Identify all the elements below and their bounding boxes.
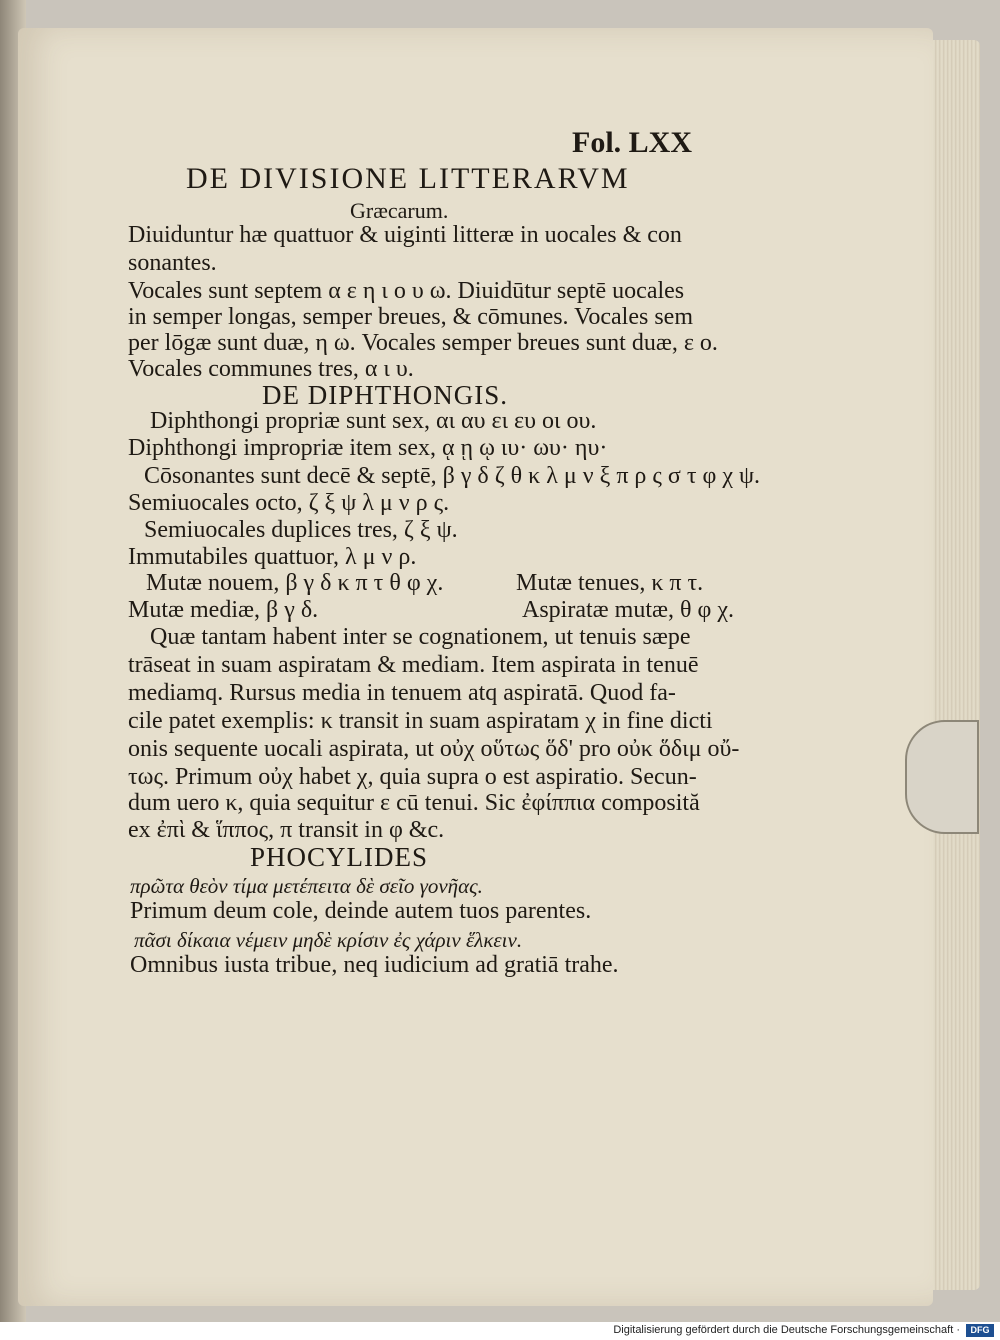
- page-title: DE DIVISIONE LITTERARVM: [186, 162, 630, 195]
- mutae-right-line: Aspiratæ mutæ, θ φ χ.: [522, 597, 735, 623]
- folio-number: Fol. LXX: [572, 126, 692, 159]
- text-line: Diphthongi impropriæ item sex, ᾳ ῃ ῳ ιυ· ωυ· ηυ·: [128, 435, 608, 461]
- mutae-left-line: Mutæ mediæ, β γ δ.: [128, 597, 319, 623]
- page-subtitle: Græcarum.: [350, 198, 449, 223]
- greek-verse: πᾶσι δίκαια νέμειν μηδὲ κρίσιν ἐς χάριν ἕλκειν.: [134, 928, 523, 952]
- text-line: Quæ tantam habent inter se cognationem, ut tenuis sæpe: [150, 624, 691, 650]
- text-line: mediamq. Rursus media in tenuem atq aspiratā. Quod fa-: [128, 680, 676, 706]
- mutae-left-line: Mutæ nouem, β γ δ κ π τ θ φ χ.: [146, 570, 444, 596]
- greek-verse: πρῶτα θεὸν τίμα μετέπειτα δὲ σεῖο γονῆας.: [130, 874, 483, 898]
- text-line: in semper longas, semper breues, & cōmunes. Vocales sem: [128, 304, 693, 330]
- text-line: Diphthongi propriæ sunt sex, αι αυ ει ευ οι ου.: [150, 408, 597, 434]
- text-line: Vocales sunt septem α ε η ι ο υ ω. Diuidūtur septē uocales: [128, 278, 685, 304]
- section-heading-diphthongs: DE DIPHTHONGIS.: [262, 380, 508, 410]
- text-line: trāseat in suam aspiratam & mediam. Item aspirata in tenuē: [128, 652, 699, 678]
- mutae-right-line: Mutæ tenues, κ π τ.: [516, 570, 704, 596]
- dfg-logo: DFG: [966, 1324, 994, 1337]
- book-clasp: [905, 720, 979, 834]
- text-line: per lōgæ sunt duæ, η ω. Vocales semper breues sunt duæ, ε ο.: [128, 330, 718, 356]
- latin-translation: Omnibus iusta tribue, neq iudicium ad gratiā trahe.: [130, 952, 619, 978]
- text-line: Immutabiles quattuor, λ μ ν ρ.: [128, 544, 417, 570]
- text-line: Semiuocales octo, ζ ξ ψ λ μ ν ρ ς.: [128, 490, 450, 516]
- funding-credit: Digitalisierung gefördert durch die Deutsche Forschungsgemeinschaft ·: [613, 1324, 960, 1336]
- text-line: sonantes.: [128, 250, 217, 276]
- text-line: Diuiduntur hæ quattuor & uiginti litteræ in uocales & con: [128, 222, 682, 248]
- section-heading-phocylides: PHOCYLIDES: [250, 842, 429, 872]
- text-line: cile patet exemplis: κ transit in suam aspiratam χ in fine dicti: [128, 708, 713, 734]
- text-line: Cōsonantes sunt decē & septē, β γ δ ζ θ κ λ μ ν ξ π ρ ς σ τ φ χ ψ.: [144, 463, 761, 489]
- text-line: onis sequente uocali aspirata, ut οὐχ οὕτως ὅδ' pro οὐκ ὅδιμ οὔ-: [128, 736, 740, 762]
- text-line: dum uero κ, quia sequitur ε cū tenui. Sic ἐφίππια composită: [128, 790, 700, 816]
- text-line: Vocales communes tres, α ι υ.: [128, 356, 414, 382]
- latin-translation: Primum deum cole, deinde autem tuos parentes.: [130, 898, 592, 924]
- text-line: τως. Primum οὐχ habet χ, quia supra ο est aspiratio. Secun-: [128, 764, 697, 790]
- text-line: Semiuocales duplices tres, ζ ξ ψ.: [144, 517, 458, 543]
- text-line: ex ἐπὶ & ἵππος, π transit in φ &c.: [128, 817, 445, 843]
